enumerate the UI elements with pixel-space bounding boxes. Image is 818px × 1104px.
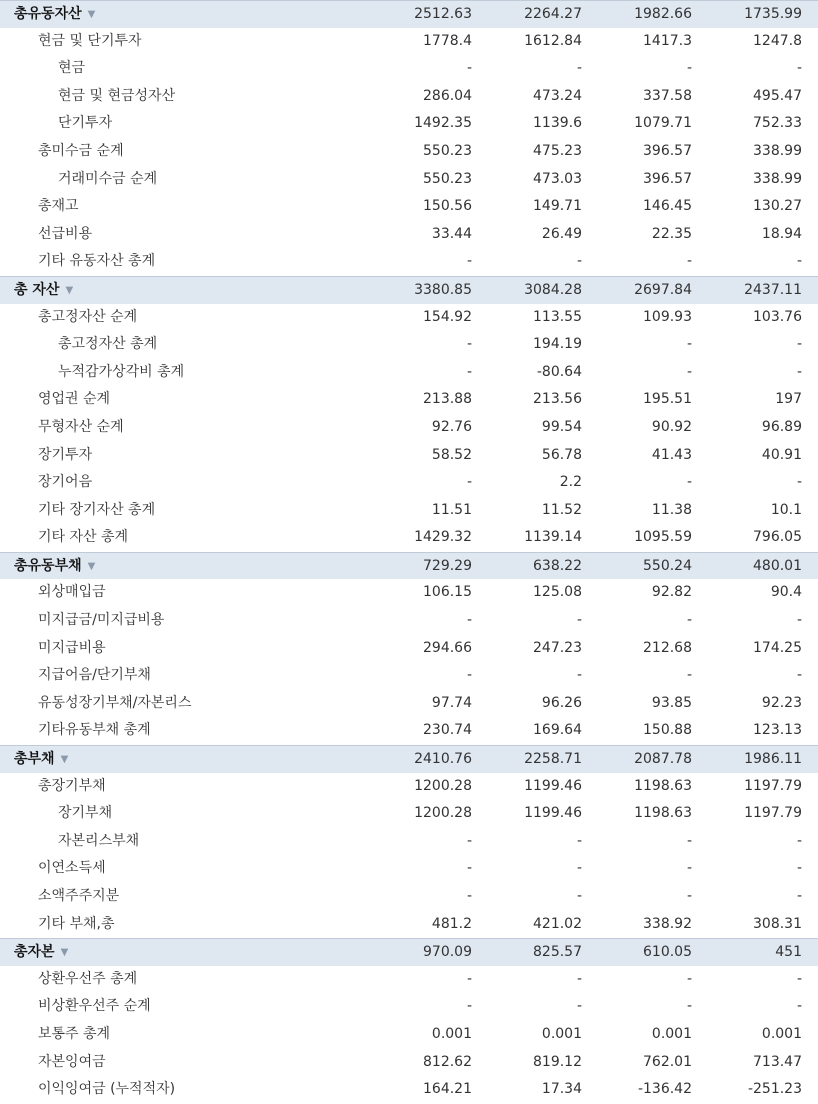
- value-cell: 550.23: [423, 142, 472, 159]
- value-cell: 638.22: [533, 557, 582, 574]
- section-header-row[interactable]: [0, 552, 818, 580]
- value-cell: 1139.14: [524, 529, 582, 546]
- value-cell: 338.99: [753, 170, 802, 187]
- value-cell: -: [576, 612, 582, 629]
- table-row: [0, 442, 818, 470]
- value-cell: -: [686, 363, 692, 380]
- row-label-text: 영업권 순계: [38, 391, 111, 408]
- row-label: [38, 993, 151, 1021]
- value-cell: 713.47: [753, 1053, 802, 1070]
- table-row: [0, 469, 818, 497]
- value-cell: -: [466, 60, 472, 77]
- table-row: [0, 166, 818, 194]
- row-label-text: 총유동부채: [14, 557, 82, 574]
- table-row: [0, 855, 818, 883]
- row-label-text: 현금: [58, 60, 86, 77]
- value-cell: -: [796, 888, 802, 904]
- value-cell: -: [576, 998, 582, 1015]
- section-label: [14, 746, 68, 774]
- value-cell: -: [466, 336, 472, 353]
- row-label-text: 기타유동부채 총계: [38, 722, 151, 739]
- row-label-text: 장기투자: [38, 446, 93, 463]
- value-cell: 473.03: [533, 170, 582, 187]
- value-cell: 0.001: [651, 1025, 692, 1042]
- value-cell: -80.64: [536, 363, 582, 380]
- value-cell: 495.47: [753, 87, 802, 104]
- value-cell: -: [686, 60, 692, 77]
- row-label-text: 미지급비용: [38, 639, 106, 656]
- table-row: [0, 55, 818, 83]
- row-label: [58, 110, 112, 138]
- row-label-text: 총재고: [38, 198, 79, 215]
- value-cell: 109.93: [643, 308, 692, 325]
- value-cell: -: [686, 336, 692, 353]
- row-label: [58, 800, 112, 828]
- value-cell: 819.12: [533, 1053, 582, 1070]
- value-cell: 106.15: [423, 584, 472, 601]
- chevron-down-icon[interactable]: ▼: [60, 754, 69, 766]
- value-cell: 550.23: [423, 170, 472, 187]
- value-cell: 970.09: [423, 944, 472, 961]
- row-label: [38, 690, 191, 718]
- row-label: [38, 579, 106, 607]
- row-label: [38, 221, 92, 249]
- value-cell: -: [576, 60, 582, 77]
- row-label-text: 현금 및 단기투자: [38, 32, 142, 49]
- row-label-text: 자본리스부채: [58, 832, 140, 849]
- value-cell: -: [796, 998, 802, 1015]
- value-cell: 130.27: [753, 198, 802, 215]
- value-cell: 125.08: [533, 584, 582, 601]
- section-label: [14, 939, 68, 967]
- value-cell: 2264.27: [524, 6, 582, 22]
- value-cell: 0.001: [541, 1025, 582, 1042]
- row-label-text: 비상환우선주 순계: [38, 998, 151, 1015]
- value-cell: -: [576, 888, 582, 904]
- value-cell: 1429.32: [414, 529, 472, 546]
- row-label: [38, 1021, 110, 1049]
- table-row: [0, 883, 818, 911]
- row-label-text: 외상매입금: [38, 584, 106, 601]
- value-cell: -: [686, 888, 692, 904]
- value-cell: -: [686, 253, 692, 270]
- table-row: [0, 193, 818, 221]
- row-label: [38, 855, 106, 883]
- value-cell: -: [796, 336, 802, 353]
- value-cell: 56.78: [541, 446, 582, 463]
- value-cell: 2410.76: [414, 751, 472, 768]
- row-label: [38, 248, 155, 276]
- value-cell: 475.23: [533, 142, 582, 159]
- row-label-text: 소액주주지분: [38, 888, 120, 904]
- value-cell: -: [576, 970, 582, 987]
- section-label: [14, 277, 73, 305]
- value-cell: 1198.63: [634, 805, 692, 822]
- row-label: [38, 304, 137, 332]
- row-label-text: 보통주 총계: [38, 1025, 111, 1042]
- table-row: [0, 331, 818, 359]
- row-label: [38, 497, 155, 525]
- table-row: [0, 579, 818, 607]
- value-cell: -: [796, 363, 802, 380]
- value-cell: 1247.8: [753, 32, 802, 49]
- value-cell: 796.05: [753, 529, 802, 546]
- value-cell: 550.24: [643, 557, 692, 574]
- row-label: [38, 28, 142, 56]
- value-cell: 150.88: [643, 722, 692, 739]
- value-cell: 480.01: [753, 557, 802, 574]
- section-header-row[interactable]: [0, 276, 818, 304]
- value-cell: 97.74: [431, 694, 472, 711]
- value-cell: 3380.85: [414, 281, 472, 298]
- value-cell: -: [796, 970, 802, 987]
- value-cell: 2087.78: [634, 751, 692, 768]
- row-label-text: 총유동자산: [14, 6, 82, 22]
- value-cell: 1778.4: [423, 32, 472, 49]
- row-label-text: 기타 부채,총: [38, 915, 115, 932]
- row-label-text: 누적감가상각비 총계: [58, 363, 185, 380]
- value-cell: 396.57: [643, 142, 692, 159]
- row-label-text: 장기부채: [58, 805, 113, 822]
- value-cell: 92.23: [761, 694, 802, 711]
- table-row: [0, 497, 818, 525]
- value-cell: 396.57: [643, 170, 692, 187]
- value-cell: 11.38: [651, 501, 692, 518]
- table-row: [0, 1049, 818, 1077]
- value-cell: 11.52: [541, 501, 582, 518]
- value-cell: 2697.84: [634, 281, 692, 298]
- value-cell: 2.2: [559, 474, 582, 491]
- value-cell: 99.54: [541, 418, 582, 435]
- value-cell: 337.58: [643, 87, 692, 104]
- table-row: [0, 607, 818, 635]
- value-cell: 90.92: [651, 418, 692, 435]
- value-cell: 33.44: [431, 225, 472, 242]
- row-label: [38, 386, 110, 414]
- table-row: [0, 414, 818, 442]
- table-row: [0, 359, 818, 387]
- value-cell: 1095.59: [634, 529, 692, 546]
- table-row: [0, 28, 818, 56]
- value-cell: 1197.79: [744, 777, 802, 794]
- value-cell: 1139.6: [533, 115, 582, 132]
- row-label-text: 이연소득세: [38, 860, 106, 877]
- row-label-text: 총고정자산 총계: [58, 336, 158, 353]
- table-row: [0, 386, 818, 414]
- value-cell: 1079.71: [634, 115, 692, 132]
- value-cell: -: [466, 860, 472, 877]
- table-row: [0, 828, 818, 856]
- value-cell: -: [466, 888, 472, 904]
- row-label-text: 기타 유동자산 총계: [38, 253, 156, 270]
- table-row: [0, 635, 818, 663]
- value-cell: -: [796, 832, 802, 849]
- value-cell: 1200.28: [414, 805, 472, 822]
- value-cell: -: [466, 970, 472, 987]
- value-cell: -: [466, 363, 472, 380]
- row-label-text: 총장기부채: [38, 777, 106, 794]
- row-label-text: 총자본: [14, 944, 55, 961]
- row-label-text: 이익잉여금 (누적적자): [38, 1081, 176, 1098]
- row-label-text: 현금 및 현금성자산: [58, 87, 176, 104]
- row-label-text: 거래미수금 순계: [58, 170, 158, 187]
- value-cell: -: [796, 667, 802, 684]
- row-label: [38, 1049, 106, 1077]
- value-cell: 213.56: [533, 391, 582, 408]
- value-cell: 195.51: [643, 391, 692, 408]
- value-cell: 17.34: [541, 1081, 582, 1098]
- value-cell: 169.64: [533, 722, 582, 739]
- value-cell: -: [796, 60, 802, 77]
- table-row: [0, 993, 818, 1021]
- value-cell: 92.82: [651, 584, 692, 601]
- row-label: [38, 1076, 175, 1104]
- value-cell: 1492.35: [414, 115, 472, 132]
- value-cell: 1735.99: [744, 6, 802, 22]
- value-cell: -: [466, 612, 472, 629]
- value-cell: -: [576, 253, 582, 270]
- value-cell: -: [686, 474, 692, 491]
- value-cell: -: [686, 832, 692, 849]
- value-cell: 338.92: [643, 915, 692, 932]
- value-cell: 1198.63: [634, 777, 692, 794]
- value-cell: 212.68: [643, 639, 692, 656]
- value-cell: 2437.11: [744, 281, 802, 298]
- table-row: [0, 690, 818, 718]
- row-label-text: 선급비용: [38, 225, 93, 242]
- chevron-down-icon[interactable]: ▼: [87, 560, 96, 572]
- chevron-down-icon[interactable]: ▼: [60, 947, 69, 959]
- value-cell: 1199.46: [524, 805, 582, 822]
- value-cell: 230.74: [423, 722, 472, 739]
- row-label-text: 단기투자: [58, 115, 113, 132]
- value-cell: 18.94: [761, 225, 802, 242]
- table-row: [0, 662, 818, 690]
- value-cell: -: [796, 860, 802, 877]
- value-cell: -: [466, 474, 472, 491]
- value-cell: -: [466, 667, 472, 684]
- section-header-row[interactable]: [0, 745, 818, 773]
- row-label: [58, 55, 85, 83]
- value-cell: -: [796, 474, 802, 491]
- row-label: [38, 773, 106, 801]
- table-row: [0, 717, 818, 745]
- value-cell: 96.26: [541, 694, 582, 711]
- value-cell: 150.56: [423, 198, 472, 215]
- value-cell: 0.001: [761, 1025, 802, 1042]
- value-cell: 58.52: [431, 446, 472, 463]
- table-row: [0, 1076, 818, 1104]
- row-label: [38, 193, 79, 221]
- value-cell: -: [796, 253, 802, 270]
- row-label-text: 기타 자산 총계: [38, 529, 129, 546]
- value-cell: -: [686, 998, 692, 1015]
- value-cell: -: [796, 612, 802, 629]
- value-cell: 610.05: [643, 944, 692, 961]
- value-cell: 286.04: [423, 87, 472, 104]
- row-label: [38, 883, 119, 911]
- table-row: [0, 110, 818, 138]
- value-cell: 473.24: [533, 87, 582, 104]
- row-label: [38, 911, 115, 939]
- value-cell: 1199.46: [524, 777, 582, 794]
- value-cell: 1612.84: [524, 32, 582, 49]
- value-cell: 96.89: [761, 418, 802, 435]
- value-cell: 2258.71: [524, 751, 582, 768]
- chevron-down-icon[interactable]: ▼: [87, 9, 96, 20]
- value-cell: 154.92: [423, 308, 472, 325]
- row-label-text: 장기어음: [38, 474, 93, 491]
- value-cell: 762.01: [643, 1053, 692, 1070]
- row-label: [58, 359, 184, 387]
- row-label: [38, 607, 164, 635]
- value-cell: 1986.11: [744, 751, 802, 768]
- row-label: [58, 83, 175, 111]
- row-label-text: 상환우선주 총계: [38, 970, 138, 987]
- section-header-row[interactable]: [0, 0, 818, 28]
- row-label-text: 자본잉여금: [38, 1053, 106, 1070]
- value-cell: 149.71: [533, 198, 582, 215]
- table-row: [0, 800, 818, 828]
- table-row: [0, 83, 818, 111]
- value-cell: 1200.28: [414, 777, 472, 794]
- value-cell: 247.23: [533, 639, 582, 656]
- value-cell: 93.85: [651, 694, 692, 711]
- row-label-text: 유동성장기부채/자본리스: [38, 694, 192, 711]
- row-label-text: 총부채: [14, 751, 55, 768]
- table-row: [0, 221, 818, 249]
- value-cell: 10.1: [770, 501, 802, 518]
- row-label-text: 미지급금/미지급비용: [38, 612, 165, 629]
- row-label-text: 지급어음/단기부채: [38, 667, 151, 684]
- table-row: [0, 773, 818, 801]
- value-cell: 194.19: [533, 336, 582, 353]
- table-row: [0, 524, 818, 552]
- row-label: [38, 966, 137, 994]
- value-cell: 2512.63: [414, 6, 472, 22]
- row-label-text: 총 자산: [14, 281, 60, 298]
- section-label: [14, 553, 95, 581]
- row-label-text: 무형자산 순계: [38, 418, 124, 435]
- value-cell: -: [576, 667, 582, 684]
- value-cell: -: [576, 832, 582, 849]
- table-row: [0, 138, 818, 166]
- value-cell: 213.88: [423, 391, 472, 408]
- value-cell: -136.42: [637, 1081, 692, 1098]
- value-cell: 338.99: [753, 142, 802, 159]
- value-cell: 197: [775, 391, 802, 408]
- row-label: [38, 524, 128, 552]
- value-cell: -: [686, 970, 692, 987]
- row-label: [58, 331, 157, 359]
- value-cell: 11.51: [431, 501, 472, 518]
- value-cell: 22.35: [651, 225, 692, 242]
- value-cell: 90.4: [770, 584, 802, 601]
- value-cell: 174.25: [753, 639, 802, 656]
- value-cell: 103.76: [753, 308, 802, 325]
- value-cell: 3084.28: [524, 281, 582, 298]
- value-cell: 164.21: [423, 1081, 472, 1098]
- row-label: [38, 442, 92, 470]
- value-cell: 1982.66: [634, 6, 692, 22]
- table-row: [0, 1021, 818, 1049]
- row-label: [38, 717, 151, 745]
- section-label: [14, 1, 95, 29]
- row-label: [38, 414, 124, 442]
- value-cell: 308.31: [753, 915, 802, 932]
- value-cell: 729.29: [423, 557, 472, 574]
- value-cell: 0.001: [431, 1025, 472, 1042]
- value-cell: 92.76: [431, 418, 472, 435]
- value-cell: 451: [775, 944, 802, 961]
- value-cell: 146.45: [643, 198, 692, 215]
- value-cell: 294.66: [423, 639, 472, 656]
- value-cell: 1417.3: [643, 32, 692, 49]
- value-cell: 41.43: [651, 446, 692, 463]
- value-cell: -: [686, 612, 692, 629]
- chevron-down-icon[interactable]: ▼: [65, 284, 74, 296]
- row-label: [38, 138, 124, 166]
- row-label: [38, 469, 92, 497]
- value-cell: 113.55: [533, 308, 582, 325]
- value-cell: 40.91: [761, 446, 802, 463]
- value-cell: -: [576, 860, 582, 877]
- table-row: [0, 248, 818, 276]
- row-label-text: 총고정자산 순계: [38, 308, 138, 325]
- row-label: [38, 635, 106, 663]
- value-cell: 825.57: [533, 944, 582, 961]
- value-cell: 123.13: [753, 722, 802, 739]
- value-cell: 752.33: [753, 115, 802, 132]
- table-row: [0, 911, 818, 939]
- table-row: [0, 304, 818, 332]
- row-label-text: 기타 장기자산 총계: [38, 501, 156, 518]
- value-cell: -251.23: [747, 1081, 802, 1098]
- row-label: [38, 662, 151, 690]
- value-cell: -: [466, 998, 472, 1015]
- row-label: [58, 828, 139, 856]
- value-cell: 421.02: [533, 915, 582, 932]
- value-cell: 26.49: [541, 225, 582, 242]
- value-cell: -: [686, 667, 692, 684]
- row-label-text: 총미수금 순계: [38, 142, 124, 159]
- value-cell: 812.62: [423, 1053, 472, 1070]
- value-cell: 1197.79: [744, 805, 802, 822]
- value-cell: -: [686, 860, 692, 877]
- table-row: [0, 966, 818, 994]
- value-cell: -: [466, 832, 472, 849]
- row-label: [58, 166, 157, 194]
- value-cell: -: [466, 253, 472, 270]
- section-header-row[interactable]: [0, 938, 818, 966]
- value-cell: 481.2: [431, 915, 472, 932]
